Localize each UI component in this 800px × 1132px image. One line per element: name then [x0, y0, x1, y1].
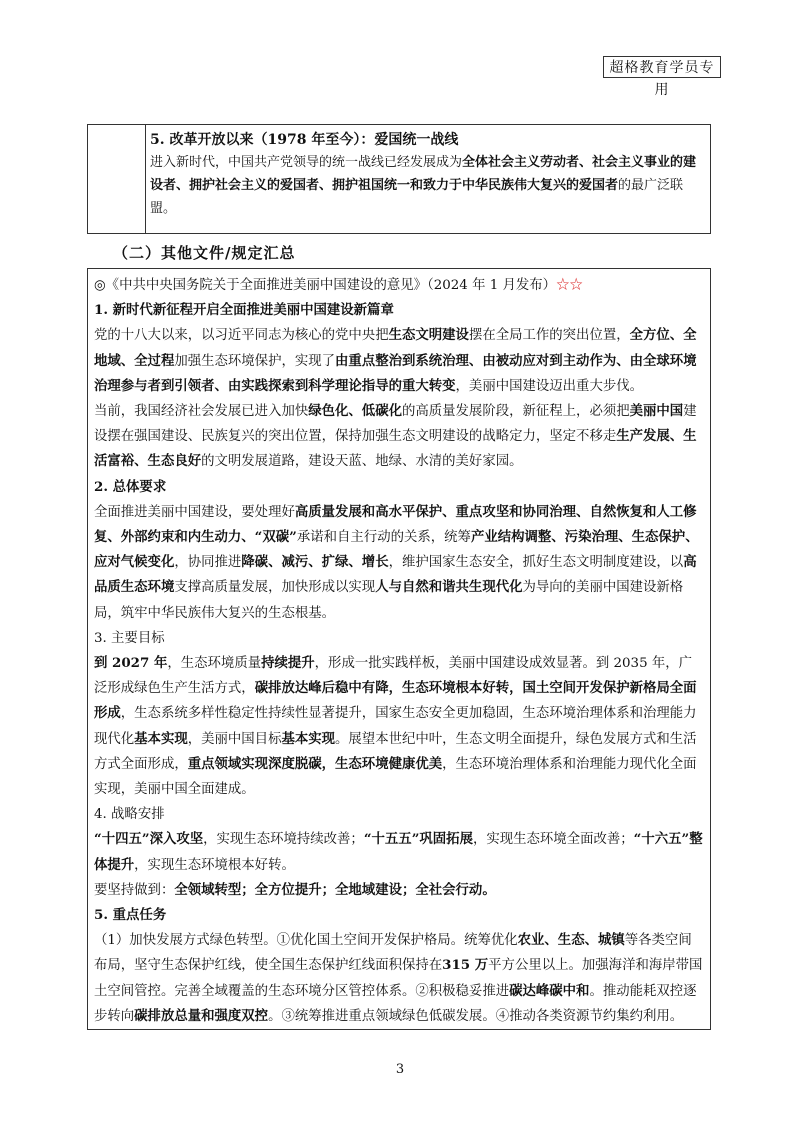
star-icon: ☆☆ — [556, 278, 583, 293]
text-run: 党的十八大以来，以习近平同志为核心的党中央把 — [94, 328, 389, 344]
title-text: ◎《中共中央国务院关于全面推进美丽中国建设的意见》（2024 年 1 月发布） — [94, 278, 557, 293]
text-run: 。推动能耗双控逐步转向 — [94, 983, 697, 1024]
bold-run: 生态文明建设 — [388, 327, 469, 344]
text-run: 进入新时代，中国共产党领导的统一战线已经发展成为 — [150, 155, 463, 170]
bold-run: “十六五”整体提升 — [94, 831, 703, 873]
paragraph-5 — [94, 827, 704, 877]
text-run: 的文明发展道路，建设天蓝、地绿、水清的美好家园。 — [201, 454, 523, 470]
united-front-paragraph — [150, 151, 705, 220]
text-run: ，实现生态环境持续改善； — [203, 832, 364, 848]
bold-run: “十五五”巩固拓展 — [363, 831, 473, 848]
paragraph-1 — [94, 323, 704, 399]
paragraph-6 — [94, 878, 704, 903]
bold-run: 315 万 — [442, 957, 489, 974]
bold-run: 由重点整治到系统治理、由被动应对到主动作为、由全球环境治理参与者到引领者、由实践探索到科学理论指导的重大转变 — [94, 352, 697, 394]
heading-1: 1. 新时代新征程开启全面推进美丽中国建设新篇章 — [94, 302, 394, 319]
text-run: ，维护国家生态安全，抓好生态文明制度建设，以 — [388, 555, 684, 571]
text-run: ，实现生态环境全面改善； — [472, 832, 634, 848]
text-run: 建设摆在强国建设、民族复兴的突出位置，保持加强生态文明建设的战略定力，坚定不移走 — [94, 404, 697, 445]
bold-run: 到 2027 年 — [94, 655, 168, 672]
text-run: （1）加快发展方式绿色转型。①优化国土空间开发保护格局。统筹优化 — [94, 933, 518, 949]
bold-run: 重点领域实现深度脱碳，生态环境健康优美 — [187, 755, 443, 772]
text-run: 要坚持做到： — [94, 882, 175, 898]
paragraph-2 — [94, 399, 704, 475]
page-number: 3 — [395, 1062, 405, 1077]
bold-run: 碳达峰碳中和 — [509, 982, 590, 999]
bold-run: 全方位、全地域、全过程 — [94, 327, 697, 369]
bold-run: 绿色化、低碳化 — [308, 403, 402, 420]
text-run: ，美丽中国目标 — [187, 731, 282, 747]
heading-3: 3. 主要目标 — [94, 630, 165, 646]
document-summary-box — [87, 268, 711, 1030]
document-title — [94, 273, 704, 298]
table-left-column — [88, 125, 146, 233]
text-run: 。展望本世纪中叶，生态文明全面提升，绿色发展方式和生活方式全面形成， — [94, 731, 697, 772]
bold-run: 碳排放达峰后稳中有降，生态环境根本好转，国土空间开发保护新格局全面形成 — [94, 680, 697, 722]
text-run: 当前，我国经济社会发展已进入加快 — [94, 404, 309, 420]
heading-4: 4. 战略安排 — [94, 807, 165, 823]
bold-run: 人与自然和谐共生现代化 — [375, 579, 523, 596]
bold-run: 基本实现 — [134, 730, 188, 747]
bold-run: 高品质生态环境 — [94, 554, 697, 596]
text-run: ，生态系统多样性稳定性持续性显著提升，国家生态安全更加稳固，生态环境治理体系和治理能力现代化 — [94, 706, 697, 747]
paragraph-7 — [94, 928, 704, 1029]
bold-run: 全体社会主义劳动者、社会主义事业的建设者、拥护社会主义的爱国者、拥护祖国统一和致力于中华民族伟大复兴的爱国者 — [150, 155, 697, 193]
text-run: ，生态环境质量 — [167, 656, 262, 672]
text-run: 的最广泛联盟。 — [150, 178, 684, 216]
bold-run: 生产发展、生活富裕、生态良好 — [94, 428, 697, 470]
paragraph-4 — [94, 651, 704, 802]
student-exclusive-tag: 超格教育学员专用 — [603, 56, 721, 78]
section-title: （二）其他文件/规定汇总 — [113, 244, 296, 262]
bold-run: 基本实现 — [281, 730, 336, 747]
bold-run: 持续提升 — [261, 655, 315, 672]
text-run: 全面推进美丽中国建设，要处理好 — [94, 504, 295, 520]
text-run: ，实现生态环境根本好转。 — [134, 857, 295, 873]
top-table-content — [150, 129, 705, 220]
bold-run: 产业结构调整、污染治理、生态保护、应对气候变化 — [94, 529, 699, 571]
heading-5: 5. 重点任务 — [94, 907, 167, 924]
text-run: 等各类空间布局，坚守生态保护红线，使全国生态保护红线面积保持在 — [94, 933, 692, 974]
text-run: 平方公里以上。加强海洋和海岸带国土空间管控。完善全域覆盖的生态环境分区管控体系。②积极稳妥推进 — [94, 958, 703, 999]
heading-2: 2. 总体要求 — [94, 478, 167, 495]
bold-run: 碳排放总量和强度双控 — [134, 1007, 269, 1024]
text-run: 加强生态环境保护，实现了 — [174, 353, 336, 369]
text-run: 的高质量发展阶段，新征程上，必须把 — [401, 404, 630, 420]
united-front-heading: 5. 改革开放以来（1978 年至今）：爱国统一战线 — [150, 132, 459, 148]
text-run: ，生态环境治理体系和治理能力现代化全面实现，美丽中国全面建成。 — [94, 756, 697, 798]
paragraph-3 — [94, 500, 704, 626]
text-run: ，形成一批实践样板，美丽中国建设成效显著。到 2035 年，广泛形成绿色生产生活方式， — [94, 656, 693, 697]
bold-run: 美丽中国 — [629, 403, 684, 420]
text-run: ，美丽中国建设迈出重大步伐。 — [455, 378, 644, 394]
bold-run: 高质量发展和高水平保护、重点攻坚和协同治理、自然恢复和人工修复、外部约束和内生动力、“双碳” — [94, 503, 697, 546]
bold-run: 降碳、减污、扩绿、增长 — [241, 554, 389, 571]
text-run: ，协同推进 — [174, 555, 242, 571]
text-run: 。③统筹推进重点领域绿色低碳发展。④推动各类资源节约集约利用。 — [268, 1008, 684, 1024]
bold-run: 农业、生态、城镇 — [517, 932, 625, 949]
text-run: 为导向的美丽中国建设新格局，筑牢中华民族伟大复兴的生态根基。 — [94, 580, 684, 621]
text-run: 承诺和自主行动的关系，统筹 — [296, 530, 471, 546]
bold-run: “十四五”深入攻坚 — [94, 831, 204, 848]
text-run: 摆在全局工作的突出位置， — [468, 328, 630, 344]
top-table — [87, 124, 711, 234]
text-run: 支撑高质量发展，加快形成以实现 — [174, 580, 376, 596]
bold-run: 全领域转型；全方位提升；全地域建设；全社会行动。 — [174, 881, 496, 898]
